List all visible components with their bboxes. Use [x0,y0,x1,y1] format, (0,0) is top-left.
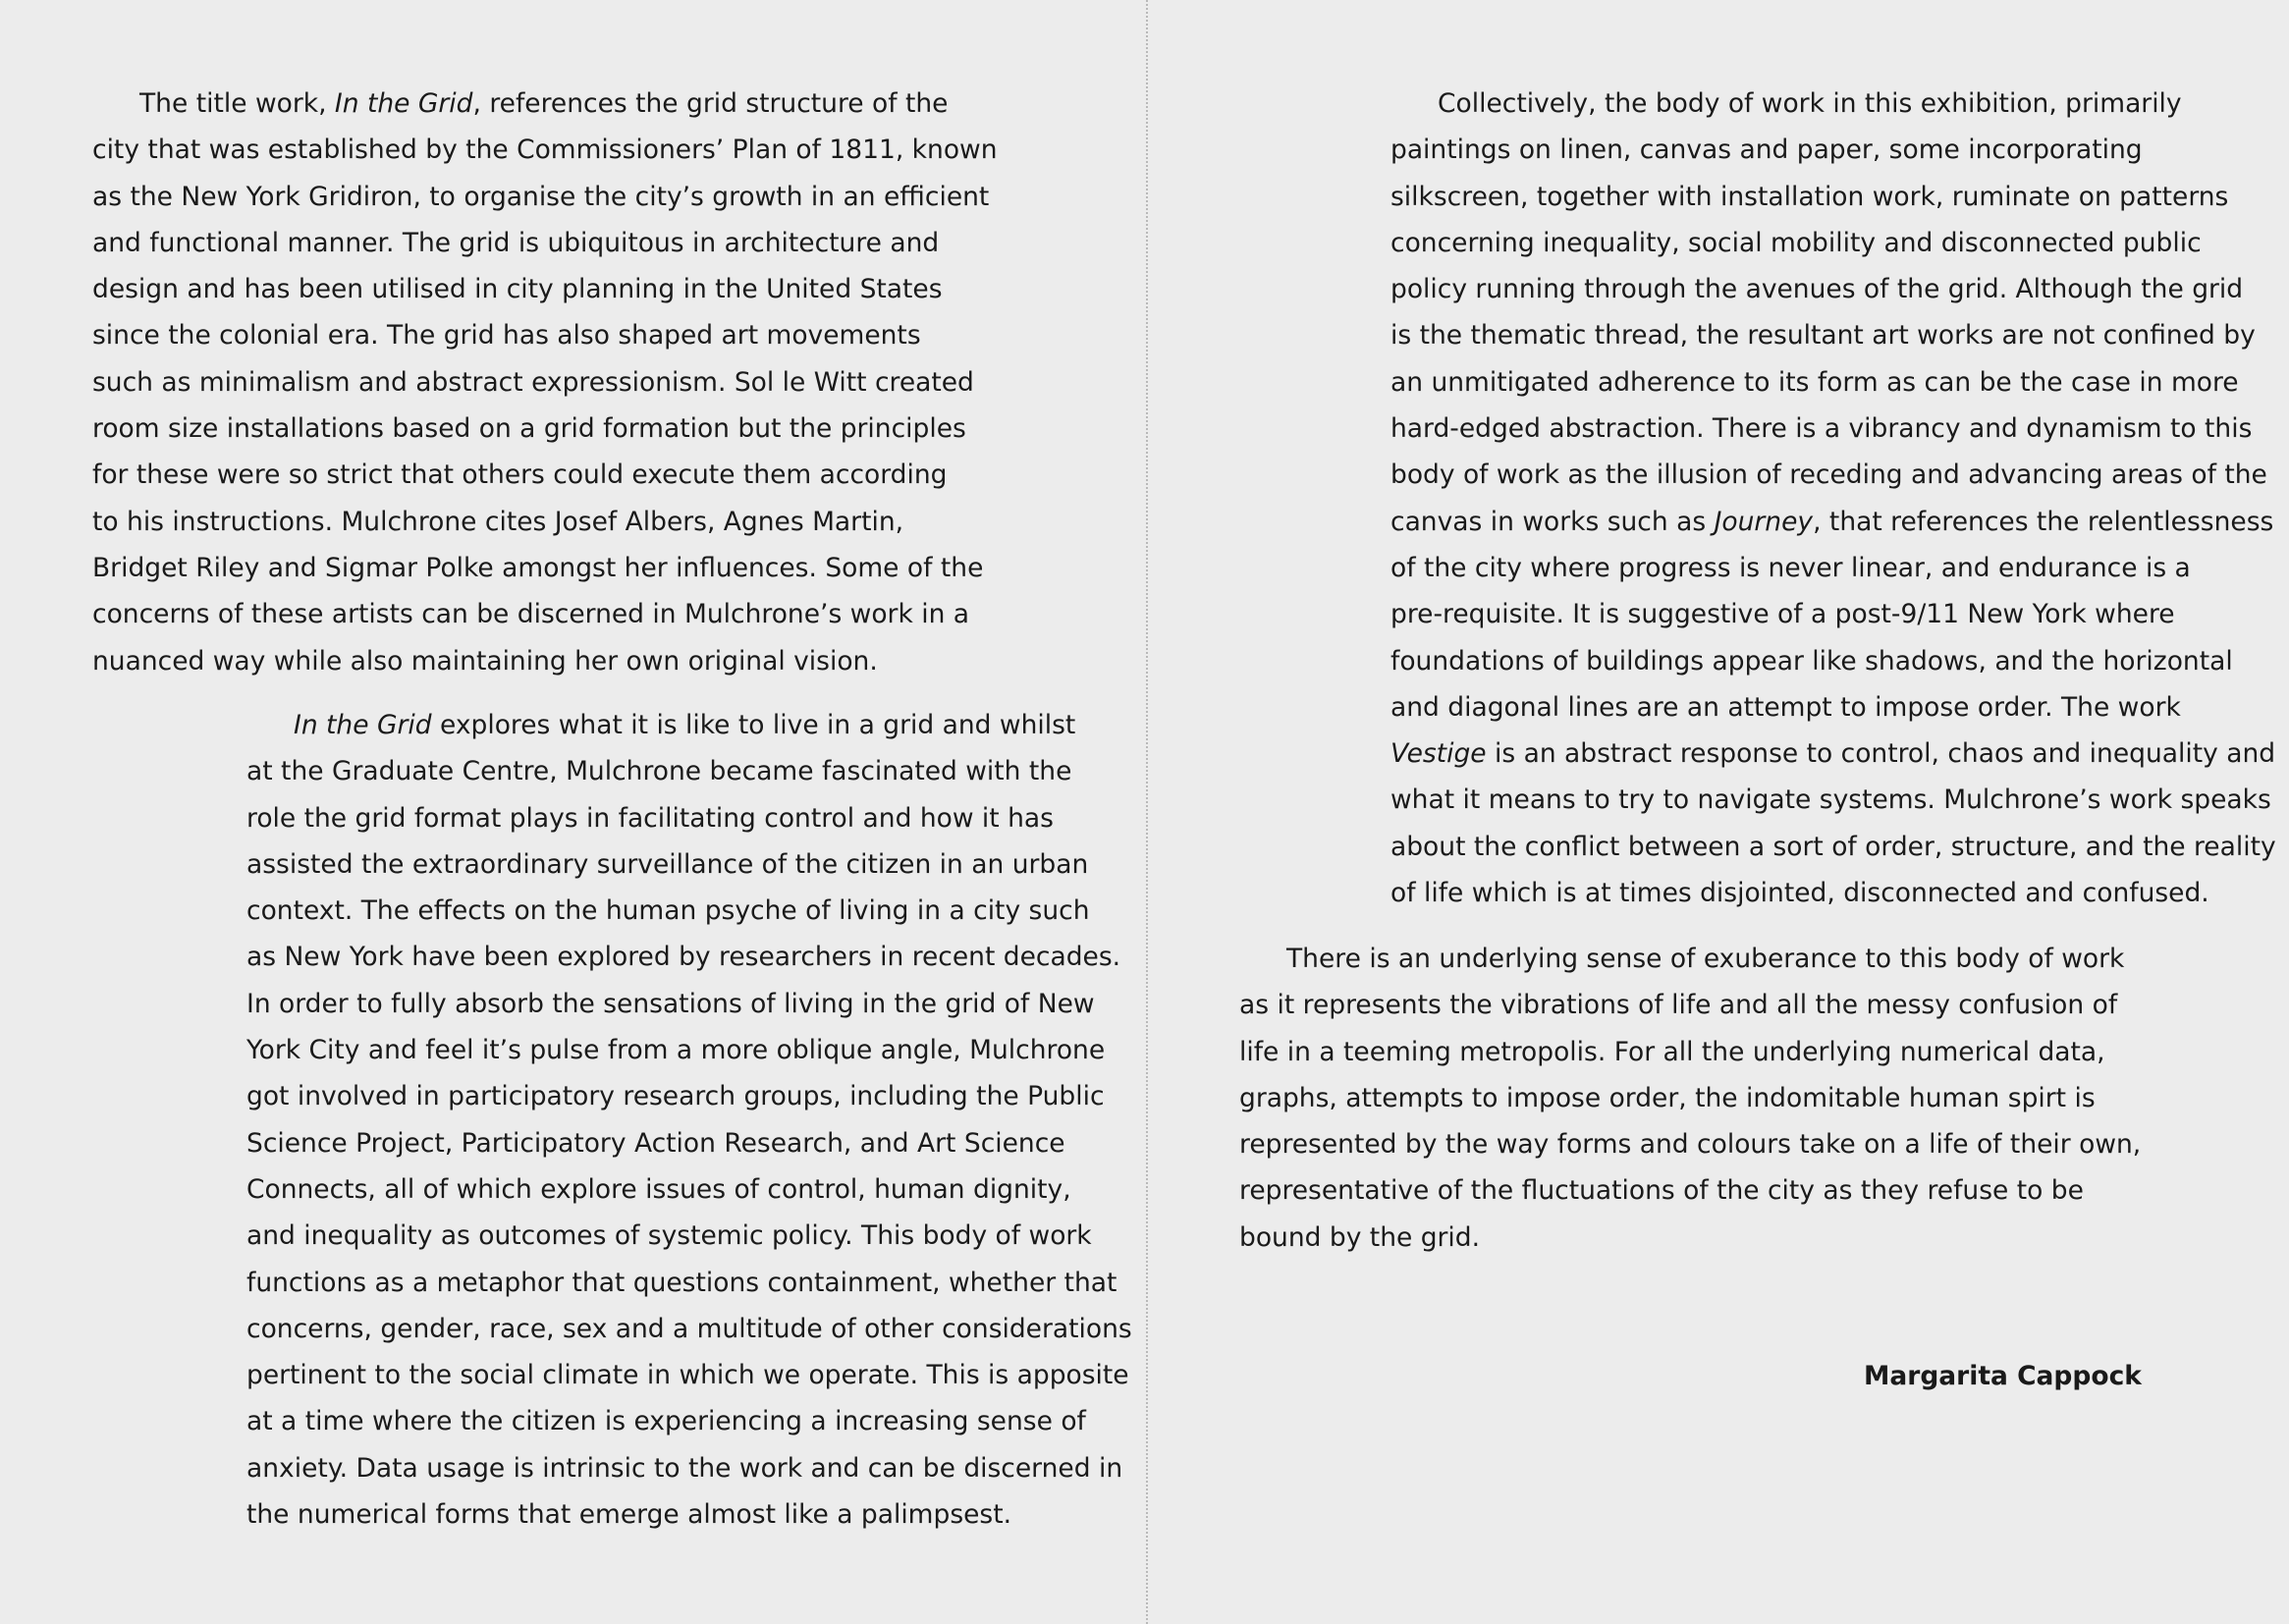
text-line: concerning inequality, social mobility and disconnected public [1390,227,2202,258]
text-line: policy running through the avenues of the grid. Although the grid [1390,274,2244,305]
text-line: Bridget Riley and Sigmar Polke amongst her influences. Some of the [92,552,984,583]
text-line: body of work as the illusion of receding and advancing areas of the [1390,460,2267,491]
italic-title: Vestige [1390,738,1487,770]
text-line: assisted the extraordinary surveillance of the citizen in an urban [246,848,1089,880]
text-line: hard-edged abstraction. There is a vibrancy and dynamism to this [1390,413,2253,445]
text-line: as the New York Gridiron, to organise the city’s growth in an efficient [92,181,990,212]
text-line: city that was established by the Commissioners’ Plan of 1811, known [92,135,998,166]
text-line: paintings on linen, canvas and paper, some incorporating [1390,135,2143,166]
text-line: In the Grid explores what it is like to live in a grid and whilst [294,710,1076,740]
text-line: Collectively, the body of work in this exhibition, primarily [1438,88,2182,119]
text-line: bound by the grid. [1239,1221,1481,1253]
paragraph-body-of-work [1390,81,2276,916]
text-line: pre-requisite. It is suggestive of a post-9/11 New York where [1390,599,2175,630]
text-line: and inequality as outcomes of systemic policy. This body of work [246,1220,1092,1252]
text-line: silkscreen, together with installation work, ruminate on patterns [1390,181,2229,212]
text-line: anxiety. Data usage is intrinsic to the work and can be discerned in [246,1452,1123,1484]
paragraph-grid-control [246,702,1132,1538]
text-line: canvas in works such as Journey, that references the relentlessness [1390,506,2274,537]
text-line: since the colonial era. The grid has also shaped art movements [92,320,921,352]
text-line: concerns of these artists can be discerned in Mulchrone’s work in a [92,599,970,630]
text-line: York City and feel it’s pulse from a more oblique angle, Mulchrone [246,1035,1106,1066]
italic-title: In the Grid [334,88,473,119]
text-line: the numerical forms that emerge almost like a palimpsest. [246,1499,1012,1531]
text-line: represented by the way forms and colours take on a life of their own, [1239,1129,2142,1161]
author-signature: Margarita Cappock [1864,1361,2142,1391]
text-line: role the grid format plays in facilitating control and how it has [246,802,1054,834]
text-line: of life which is at times disjointed, disconnected and confused. [1390,878,2209,909]
text-line: about the conflict between a sort of order, structure, and the reality [1390,831,2276,862]
text-line: functions as a metaphor that questions containment, whether that [246,1267,1117,1298]
text-line: of the city where progress is never linear, and endurance is a [1390,552,2191,583]
text-line: Science Project, Participatory Action Research, and Art Science [246,1127,1065,1159]
text-line: life in a teeming metropolis. For all the underlying numerical data, [1239,1036,2105,1067]
text-line: In order to fully absorb the sensations of living in the grid of New [246,988,1095,1019]
text-line: context. The effects on the human psyche of living in a city such [246,895,1090,927]
text-line: and diagonal lines are an attempt to impose order. The work [1390,691,2181,723]
page-gutter-divider [1146,0,1148,1624]
text-line: for these were so strict that others could execute them according [92,460,948,491]
text-line: at a time where the citizen is experiencing a increasing sense of [246,1406,1086,1437]
text-line: an unmitigated adherence to its form as can be the case in more [1390,366,2239,398]
text-line: at the Graduate Centre, Mulchrone became fascinated with the [246,756,1072,787]
text-line: design and has been utilised in city planning in the United States [92,274,943,305]
text-line: to his instructions. Mulchrone cites Josef Albers, Agnes Martin, [92,506,904,537]
italic-title: Journey [1714,506,1814,537]
text-line: as it represents the vibrations of life and all the messy confusion of [1239,990,2118,1021]
text-line: what it means to try to navigate systems. Mulchrone’s work speaks [1390,785,2271,816]
text-line: is the thematic thread, the resultant art works are not confined by [1390,320,2256,352]
text-line: got involved in participatory research groups, including the Public [246,1081,1105,1112]
text-line: nuanced way while also maintaining her own original vision. [92,645,878,677]
text-line: The title work, In the Grid, references the grid structure of the [139,88,949,119]
text-line: and functional manner. The grid is ubiquitous in architecture and [92,227,940,258]
text-line: representative of the fluctuations of the city as they refuse to be [1239,1175,2084,1207]
italic-title: In the Grid [294,710,432,740]
text-line: concerns, gender, race, sex and a multitude of other considerations [246,1313,1132,1344]
paragraph-exuberance [1239,936,2141,1261]
text-line: foundations of buildings appear like shadows, and the horizontal [1390,645,2233,677]
text-line: There is an underlying sense of exuberance to this body of work [1286,944,2125,974]
text-line: pertinent to the social climate in which we operate. This is apposite [246,1360,1129,1391]
text-line: graphs, attempts to impose order, the indomitable human spirt is [1239,1082,2096,1113]
text-line: Vestige is an abstract response to control, chaos and inequality and [1390,738,2276,770]
text-line: Connects, all of which explore issues of control, human dignity, [246,1173,1071,1205]
text-line: as New York have been explored by researchers in recent decades. [246,942,1121,973]
paragraph-in-the-grid-intro [92,81,998,684]
text-line: such as minimalism and abstract expressionism. Sol le Witt created [92,366,974,398]
text-line: room size installations based on a grid formation but the principles [92,413,966,445]
